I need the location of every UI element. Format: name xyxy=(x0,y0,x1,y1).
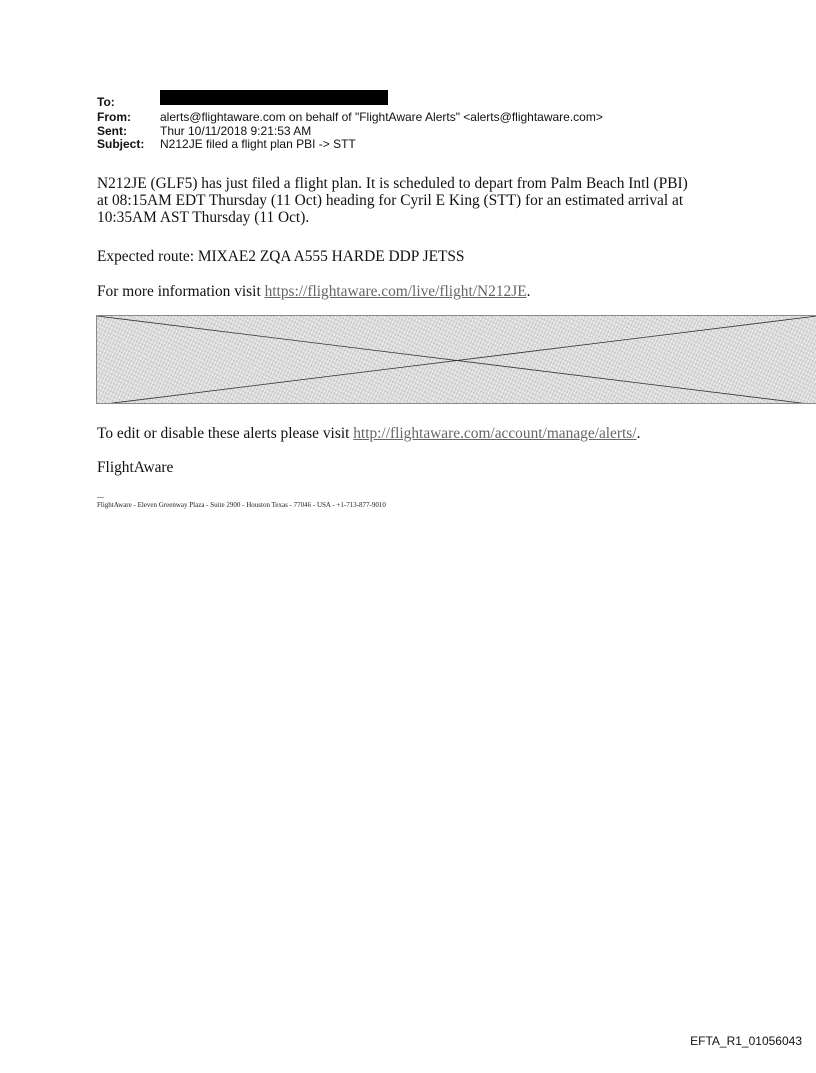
edit-suffix: . xyxy=(636,425,641,442)
from-row xyxy=(97,111,603,125)
broken-image-placeholder xyxy=(96,315,816,404)
email-header xyxy=(97,96,603,152)
subject-value: N212JE filed a flight plan PBI -> STT xyxy=(160,137,356,151)
from-value: alerts@flightaware.com on behalf of "FlightAware Alerts" <alerts@flightaware.com> xyxy=(160,110,603,124)
more-info-prefix: For more information visit xyxy=(97,283,265,300)
document-id: EFTA_R1_01056043 xyxy=(690,1034,802,1048)
flight-plan-paragraph xyxy=(97,175,688,226)
manage-alerts-link[interactable]: http://flightaware.com/account/manage/alerts/ xyxy=(353,425,637,442)
paragraph-line: at 08:15AM EDT Thursday (11 Oct) heading for Cyril E King (STT) for an estimated arrival at xyxy=(97,192,684,209)
signature: FlightAware xyxy=(97,459,174,476)
footer-dashes: --- xyxy=(97,493,104,501)
to-row xyxy=(97,96,603,111)
paragraph-line: N212JE (GLF5) has just filed a flight plan. It is scheduled to depart from Palm Beach Intl (PBI) xyxy=(97,175,688,192)
more-info-suffix: . xyxy=(526,283,531,300)
to-label: To: xyxy=(97,95,115,109)
edit-prefix: To edit or disable these alerts please visit xyxy=(97,425,354,442)
sent-row xyxy=(97,125,603,139)
more-info-line xyxy=(97,283,530,300)
from-label: From: xyxy=(97,110,131,124)
email-footer xyxy=(97,493,386,509)
redaction-bar xyxy=(160,90,388,105)
footer-address: FlightAware - Eleven Greenway Plaza - Suite 2900 - Houston Texas - 77046 - USA - +1-713-877-9010 xyxy=(97,501,386,509)
sent-label: Sent: xyxy=(97,123,127,138)
edit-alerts-line xyxy=(97,425,640,442)
subject-row xyxy=(97,138,603,152)
sent-value: Thur 10/11/2018 9:21:53 AM xyxy=(160,123,312,138)
flight-link[interactable]: https://flightaware.com/live/flight/N212JE xyxy=(264,283,527,300)
broken-image-cross-icon xyxy=(97,316,816,404)
route-text: Expected route: MIXAE2 ZQA A555 HARDE DDP JETSS xyxy=(97,248,465,265)
subject-label: Subject: xyxy=(97,137,145,151)
paragraph-line: 10:35AM AST Thursday (11 Oct). xyxy=(97,209,310,226)
